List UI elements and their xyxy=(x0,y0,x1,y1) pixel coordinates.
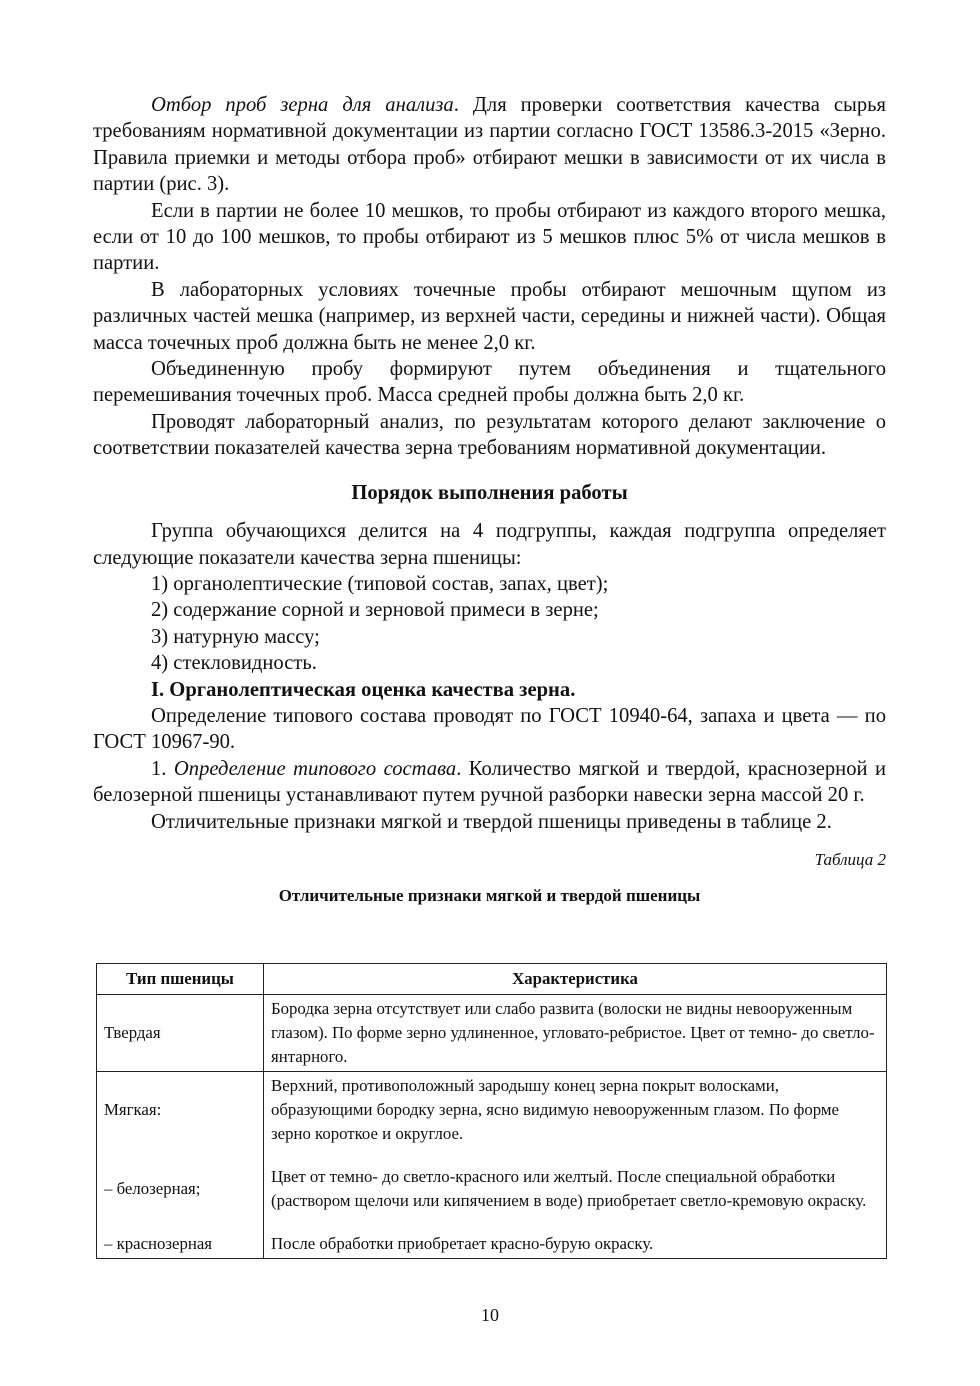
paragraph: В лабораторных условиях точечные пробы отбирают мешочным щупом из различных частей мешка (например, из верхней части, середины и нижней части). Общая масса точечных проб должна быть не менее 2,0 кг. xyxy=(93,278,886,354)
page-body xyxy=(93,92,886,910)
table-header-row xyxy=(97,964,887,995)
paragraph-sampling xyxy=(93,92,886,198)
table-row xyxy=(97,1148,887,1230)
paragraph-italic: Отбор проб зерна для анализа xyxy=(151,94,454,116)
list-item: 2) содержание сорной и зерновой примеси в зерне; xyxy=(151,599,599,622)
wheat-table xyxy=(96,963,887,1259)
paragraph-text: . Количество мягкой и твердой, краснозерной и белозерной пшеницы устанавливают путем ручной разборки навески зерна массой 20 г. xyxy=(93,757,887,807)
paragraph-definition xyxy=(93,756,886,809)
paragraph-number: 1. xyxy=(151,757,174,780)
table-cell: Цвет от темно- до светло-красного или желтый. После специальной обработки (раствором щелочи или кипячением в воде) приобретает светло-кремовую окраску. xyxy=(264,1148,887,1230)
table-cell: – краснозерная xyxy=(97,1230,264,1259)
list-item: 1) органолептические (типовой состав, запах, цвет); xyxy=(151,572,609,595)
table-cell: Твердая xyxy=(97,995,264,1072)
subsection-title: I. Органолептическая оценка качества зерна. xyxy=(151,678,576,701)
table-title: Отличительные признаки мягкой и твердой пшеницы xyxy=(278,886,701,906)
table-row xyxy=(97,995,887,1072)
list-item: 3) натурную массу; xyxy=(151,625,320,648)
table-cell: После обработки приобретает красно-бурую окраску. xyxy=(264,1230,887,1259)
paragraph-text: . Для проверки соответствия качества сырья требованиям нормативной документации из партии согласно ГОСТ 13586.3-2015 «Зерно. Правила приемки и методы отбора проб» отбирают мешки в зависимости от их числа в партии (рис. 3). xyxy=(93,94,887,196)
paragraph: Определение типового состава проводят по ГОСТ 10940-64, запаха и цвета — по ГОСТ 10967-90. xyxy=(93,704,886,754)
table-row xyxy=(97,1072,887,1149)
paragraph-italic: Определение типового состава xyxy=(173,757,457,780)
table-header: Тип пшеницы xyxy=(97,964,264,995)
table-cell: – белозерная; xyxy=(97,1148,264,1230)
paragraph: Отличительные признаки мягкой и твердой пшеницы приведены в таблице 2. xyxy=(151,810,832,833)
table-cell: Мягкая: xyxy=(97,1072,264,1149)
table-header: Характеристика xyxy=(264,964,887,995)
table-cell: Бородка зерна отсутствует или слабо развита (волоски не видны невооруженным глазом). По форме зерно удлиненное, угловато-ребристое. Цвет от темно- до светло-янтарного. xyxy=(264,995,887,1072)
section-heading: Порядок выполнения работы xyxy=(351,481,628,504)
table-row xyxy=(97,1230,887,1259)
paragraph: Проводят лабораторный анализ, по результатам которого делают заключение о соответствии показателей качества зерна требованиям нормативной документации. xyxy=(93,410,886,460)
table-cell: Верхний, противоположный зародышу конец зерна покрыт волосками, образующими бородку зерна, ясно видимую невооруженным глазом. По форме зерно короткое и округлое. xyxy=(264,1072,887,1149)
page-number: 10 xyxy=(481,1305,499,1325)
paragraph: Группа обучающихся делится на 4 подгруппы, каждая подгруппа определяет следующие показатели качества зерна пшеницы: xyxy=(93,520,886,569)
paragraph: Если в партии не более 10 мешков, то пробы отбирают из каждого второго мешка, если от 10 до 100 мешков, то пробы отбирают из 5 мешков плюс 5% от числа мешков в партии. xyxy=(93,199,886,275)
list-item: 4) стекловидность. xyxy=(151,652,317,675)
table-caption: Таблица 2 xyxy=(814,849,886,869)
paragraph: Объединенную пробу формируют путем объединения и тщательного перемешивания точечных проб. Масса средней пробы должна быть 2,0 кг. xyxy=(93,358,886,407)
